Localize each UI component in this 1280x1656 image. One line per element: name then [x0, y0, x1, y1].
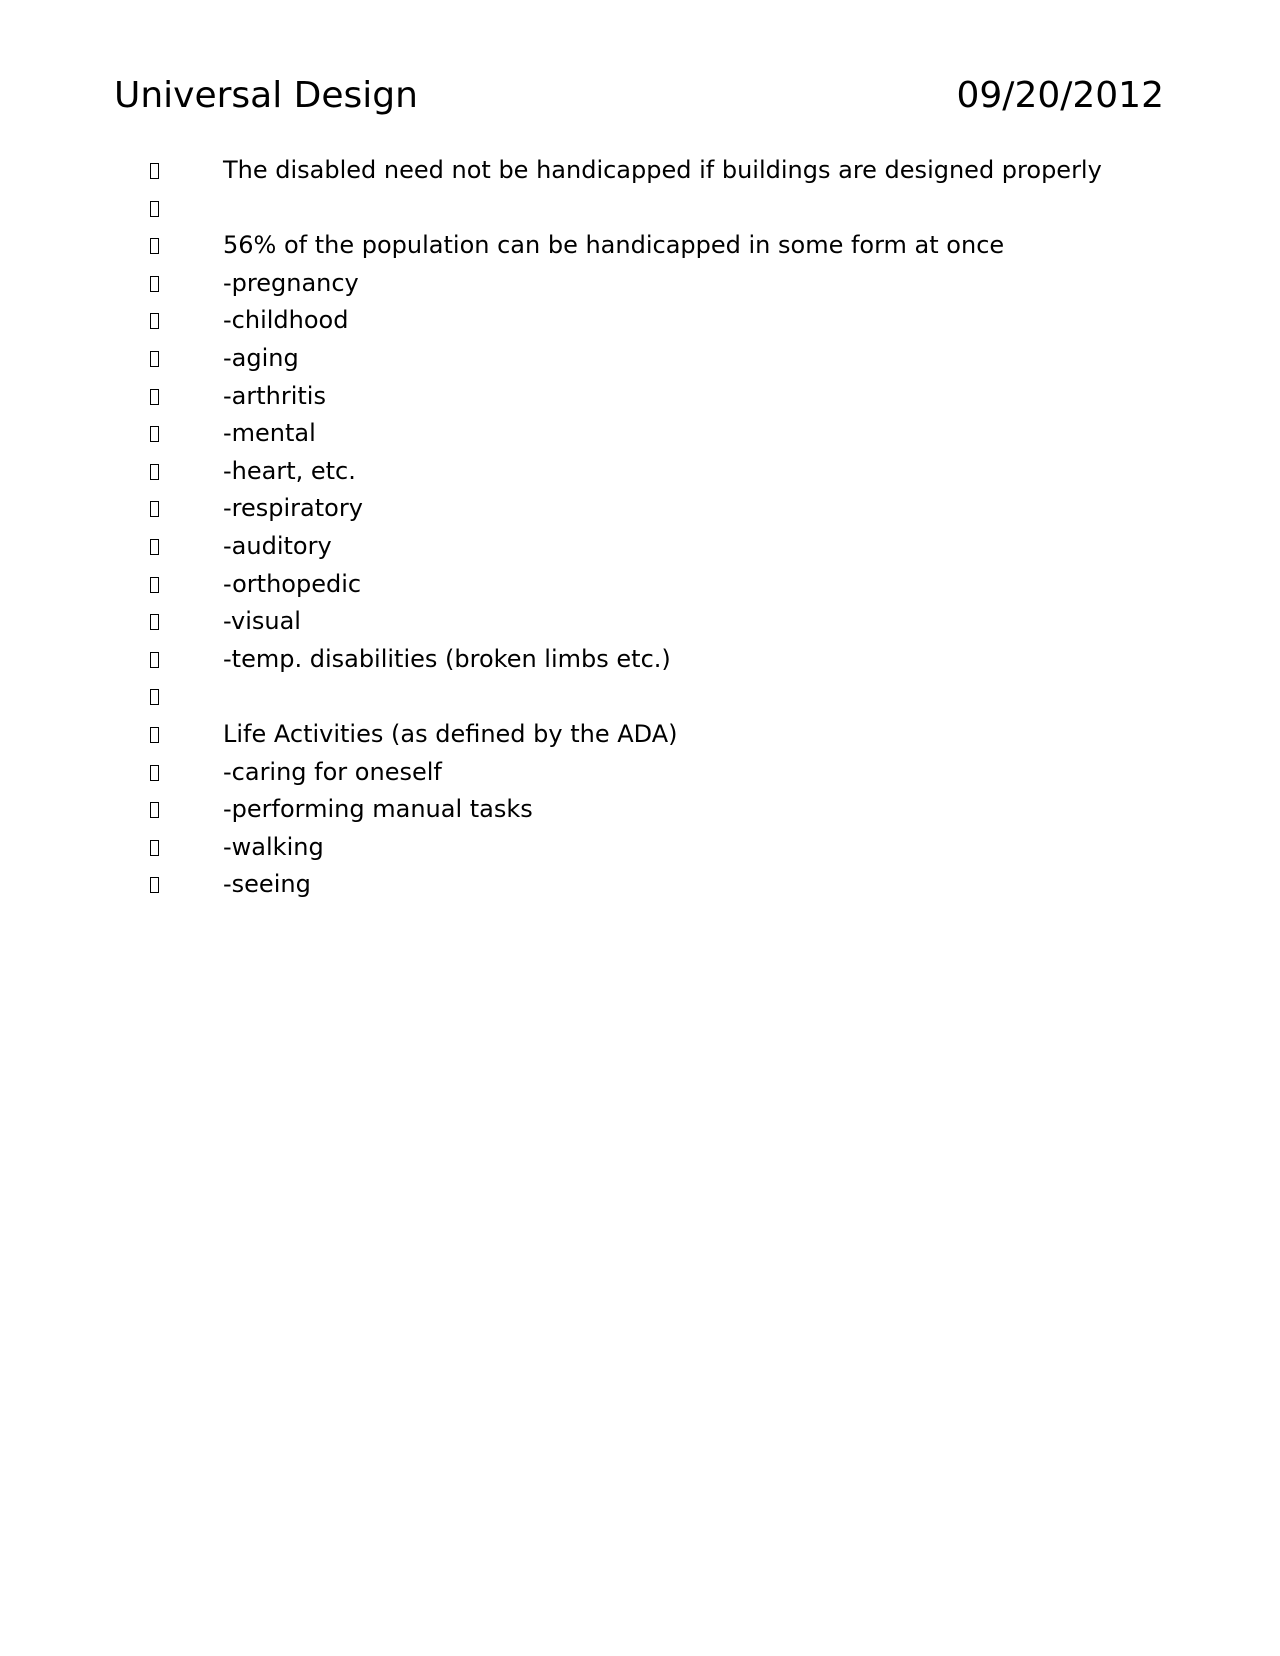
missing-glyph-icon — [150, 539, 159, 555]
missing-glyph-icon — [150, 840, 159, 856]
note-item — [150, 227, 1110, 265]
note-item — [150, 302, 1110, 340]
note-item — [150, 866, 1110, 904]
note-text: 56% of the population can be handicapped in some form at once — [223, 231, 1005, 260]
note-text: -performing manual tasks — [223, 795, 533, 824]
missing-glyph-icon — [150, 577, 159, 593]
note-text: -heart, etc. — [223, 456, 356, 485]
note-item — [150, 791, 1110, 829]
note-item — [150, 603, 1110, 641]
note-text: -pregnancy — [223, 268, 359, 297]
missing-glyph-icon — [150, 238, 159, 254]
note-text — [159, 194, 223, 222]
note-text — [159, 682, 223, 710]
missing-glyph-icon — [150, 652, 159, 668]
note-text: -visual — [223, 607, 301, 636]
note-item — [150, 566, 1110, 604]
note-item — [150, 754, 1110, 792]
note-text: -childhood — [223, 306, 349, 335]
note-item — [150, 641, 1110, 679]
missing-glyph-icon — [150, 877, 159, 893]
missing-glyph-icon — [150, 276, 159, 292]
note-item — [150, 453, 1110, 491]
note-item — [150, 415, 1110, 453]
note-item — [150, 716, 1110, 754]
missing-glyph-icon — [150, 727, 159, 743]
note-item — [150, 829, 1110, 867]
note-text: -respiratory — [223, 494, 363, 523]
missing-glyph-icon — [150, 201, 159, 217]
note-text: -auditory — [223, 531, 332, 560]
note-item — [150, 152, 1110, 190]
note-text: -orthopedic — [223, 569, 362, 598]
note-item — [150, 490, 1110, 528]
missing-glyph-icon — [150, 313, 159, 329]
missing-glyph-icon — [150, 802, 159, 818]
missing-glyph-icon — [150, 464, 159, 480]
missing-glyph-icon — [150, 765, 159, 781]
missing-glyph-icon — [150, 426, 159, 442]
note-item — [150, 678, 1110, 716]
note-item — [150, 190, 1110, 228]
note-item — [150, 265, 1110, 303]
missing-glyph-icon — [150, 501, 159, 517]
note-text: -aging — [223, 343, 299, 372]
note-text: -seeing — [223, 870, 311, 899]
note-text: The disabled need not be handicapped if buildings are designed properly — [223, 156, 1102, 184]
note-text: -walking — [223, 832, 324, 861]
note-text: -arthritis — [223, 381, 326, 410]
note-item — [150, 528, 1110, 566]
page-date: 09/20/2012 — [956, 75, 1164, 116]
missing-glyph-icon — [150, 614, 159, 630]
note-text: -caring for oneself — [223, 757, 442, 786]
page-header — [114, 72, 1164, 120]
note-item — [150, 340, 1110, 378]
note-text: Life Activities (as defined by the ADA) — [223, 719, 678, 748]
missing-glyph-icon — [150, 163, 159, 179]
missing-glyph-icon — [150, 389, 159, 405]
missing-glyph-icon — [150, 351, 159, 367]
page-title: Universal Design — [114, 75, 418, 116]
missing-glyph-icon — [150, 689, 159, 705]
note-text: -mental — [223, 419, 316, 448]
notes-list — [150, 152, 1110, 904]
note-item — [150, 378, 1110, 416]
note-text: -temp. disabilities (broken limbs etc.) — [223, 644, 671, 673]
